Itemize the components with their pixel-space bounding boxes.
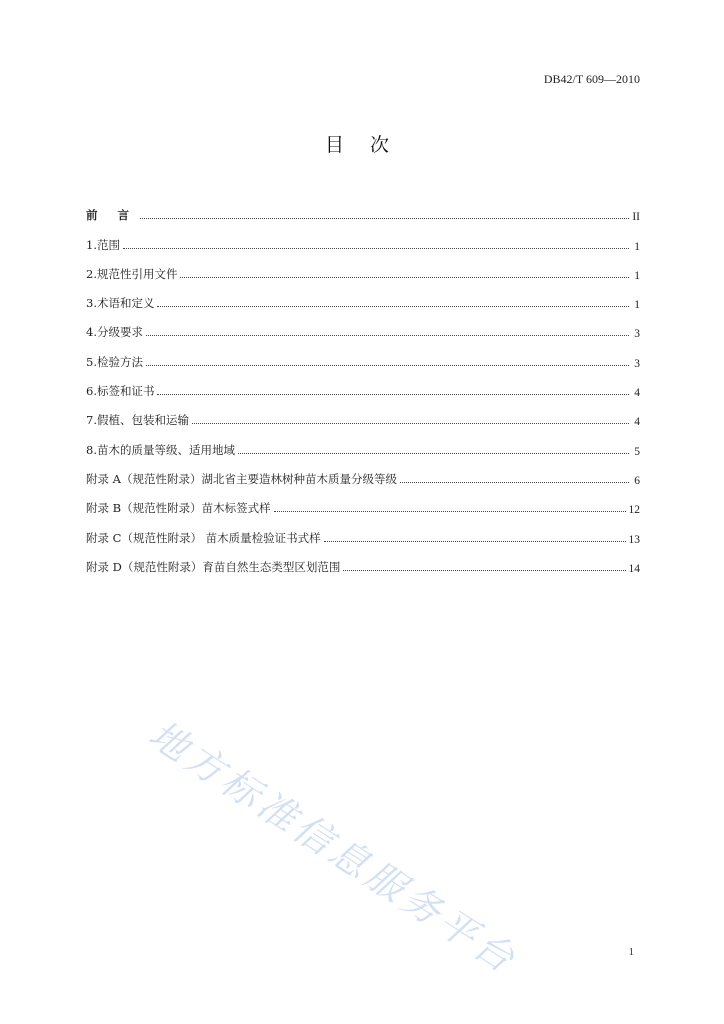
- toc-entry-title: 3.术语和定义: [86, 296, 155, 311]
- toc-entry-title: 附录 B（规范性附录）苗木标签式样: [86, 501, 271, 516]
- toc-entry-title: 附录 C（规范性附录） 苗木质量检验证书式样: [86, 530, 321, 545]
- toc-dot-leader: [157, 394, 629, 395]
- toc-entry-page: 1: [634, 299, 640, 312]
- toc-dot-leader: [157, 306, 629, 307]
- toc-dot-leader: [343, 570, 625, 571]
- table-of-contents: [86, 194, 640, 575]
- toc-entry-page: 13: [628, 533, 640, 546]
- toc-entry[interactable]: [86, 340, 640, 369]
- toc-entry-title: 附录 D（规范性附录）育苗自然生态类型区划范围: [86, 559, 341, 574]
- toc-entry-page: 5: [634, 445, 640, 458]
- toc-entry-title: 1.范围: [86, 237, 120, 252]
- toc-entry-title: 7.假植、包装和运输: [86, 413, 189, 428]
- toc-dot-leader: [400, 482, 629, 483]
- toc-entry[interactable]: [86, 253, 640, 282]
- toc-entry-page: 6: [634, 474, 640, 487]
- toc-dot-leader: [123, 248, 629, 249]
- toc-entry-page: 3: [634, 357, 640, 370]
- page-title: 目 次: [324, 134, 400, 156]
- toc-dot-leader: [180, 277, 629, 278]
- toc-entry-title: 2.规范性引用文件: [86, 266, 178, 281]
- toc-entry-page: 1: [634, 240, 640, 253]
- watermark-text: 地方标准信息服务平台: [141, 711, 526, 984]
- toc-entry-page: II: [632, 211, 640, 224]
- toc-dot-leader: [324, 541, 626, 542]
- toc-entry[interactable]: [86, 458, 640, 487]
- page-number: 1: [628, 946, 634, 958]
- standard-code: DB42/T 609—2010: [543, 72, 640, 86]
- toc-entry[interactable]: [86, 487, 640, 516]
- toc-dot-leader: [192, 423, 629, 424]
- toc-dot-leader: [140, 218, 629, 219]
- toc-entry[interactable]: [86, 370, 640, 399]
- toc-dot-leader: [274, 511, 626, 512]
- toc-entry[interactable]: [86, 399, 640, 428]
- toc-entry-title: 8.苗木的质量等级、适用地域: [86, 442, 235, 457]
- toc-entry-page: 1: [634, 269, 640, 282]
- toc-dot-leader: [238, 453, 629, 454]
- toc-entry[interactable]: [86, 223, 640, 252]
- toc-entry-title: 附录 A（规范性附录）湖北省主要造林树种苗木质量分级等级: [86, 471, 397, 486]
- toc-entry-title: 前 言: [86, 208, 138, 223]
- toc-entry-page: 14: [628, 562, 640, 575]
- toc-entry-page: 4: [634, 387, 640, 400]
- toc-entry-title: 6.标签和证书: [86, 384, 155, 399]
- toc-entry-page: 3: [634, 328, 640, 341]
- toc-entry-page: 4: [634, 416, 640, 429]
- toc-entry-page: 12: [628, 504, 640, 517]
- toc-dot-leader: [146, 335, 629, 336]
- toc-entry[interactable]: [86, 546, 640, 575]
- toc-entry[interactable]: [86, 282, 640, 311]
- toc-entry[interactable]: [86, 428, 640, 457]
- toc-entry[interactable]: [86, 516, 640, 545]
- toc-entry[interactable]: [86, 311, 640, 340]
- toc-entry-title: 5.检验方法: [86, 354, 143, 369]
- toc-entry[interactable]: [86, 194, 640, 223]
- toc-dot-leader: [146, 365, 629, 366]
- toc-entry-title: 4.分级要求: [86, 325, 143, 340]
